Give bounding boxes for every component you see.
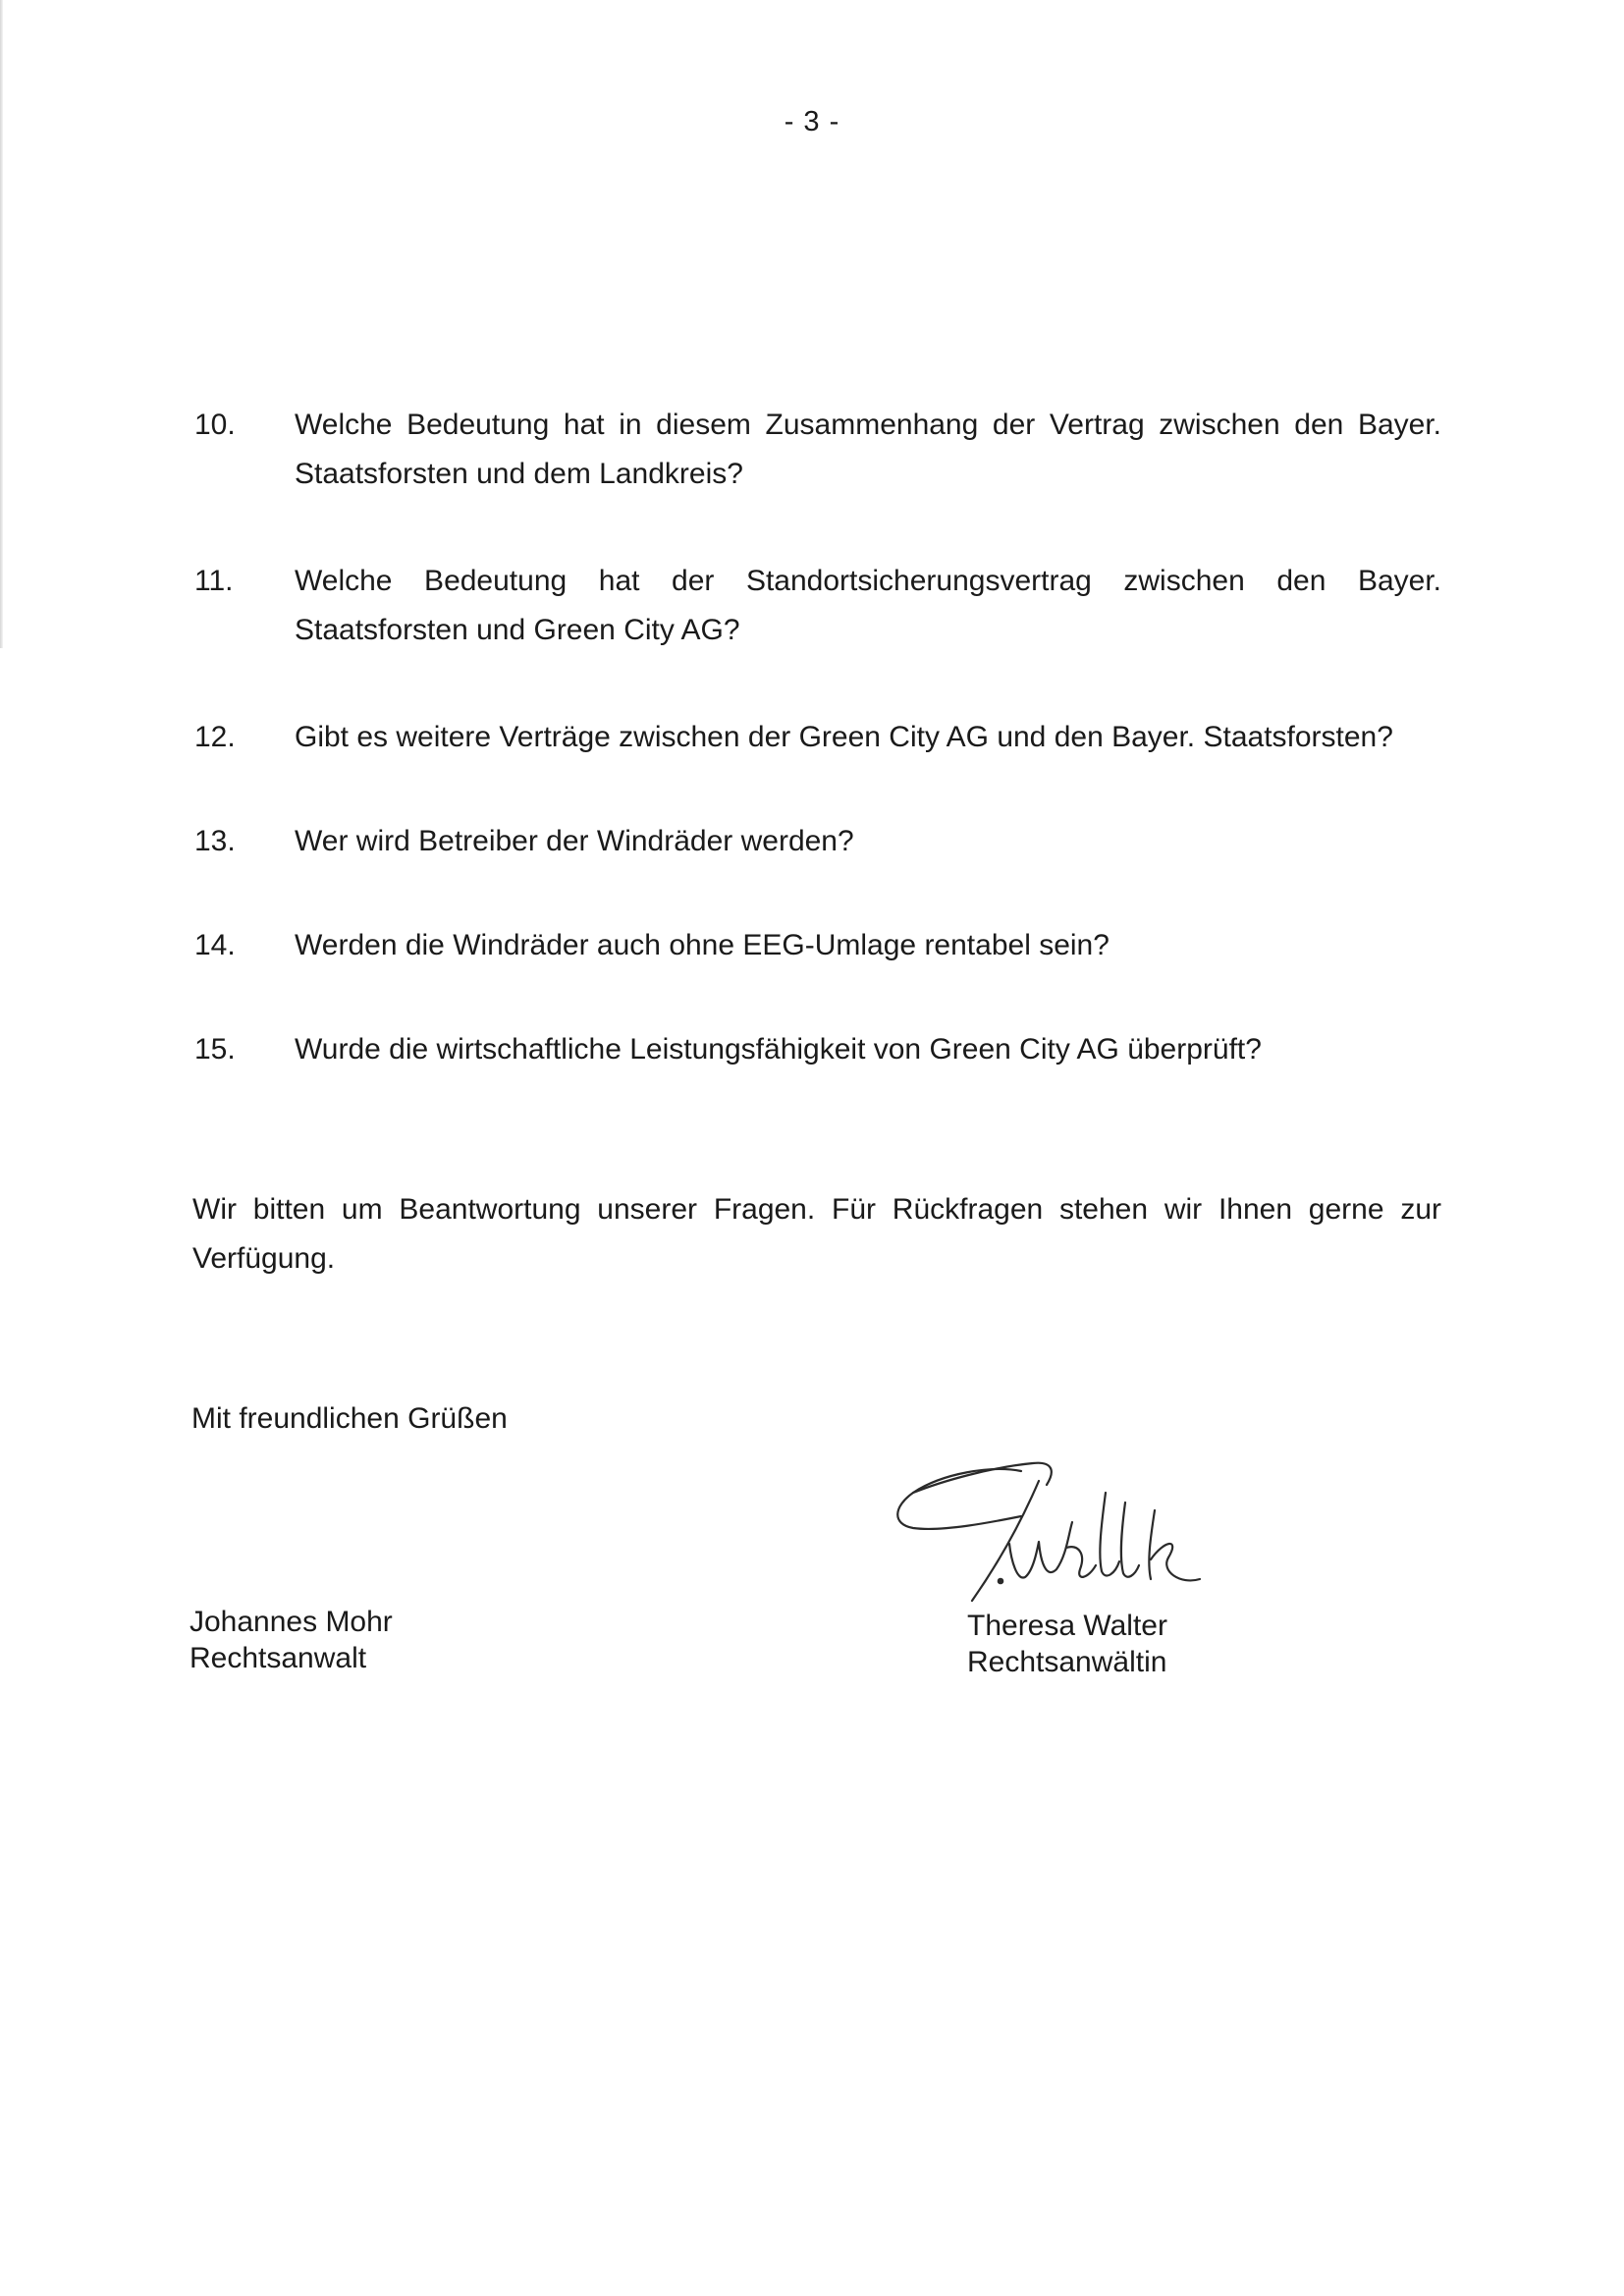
signatory-title: Rechtsanwältin <box>967 1646 1167 1678</box>
page-number: - 3 - <box>784 106 840 137</box>
signatory-right <box>967 1608 1167 1680</box>
question-number: 11. <box>194 565 234 597</box>
closing-paragraph: Wir bitten um Beantwortung unserer Fragen. Für Rückfragen stehen wir Ihnen gerne zur Verfügung. <box>192 1193 1441 1275</box>
question-number: 12. <box>194 721 236 753</box>
question-text: Welche Bedeutung hat in diesem Zusammenhang der Vertrag zwischen den Bayer. Staatsforsten und dem Landkreis? <box>295 409 1441 490</box>
question-text: Wer wird Betreiber der Windräder werden? <box>295 825 854 857</box>
question-number: 13. <box>194 825 236 857</box>
question-text: Gibt es weitere Verträge zwischen der Green City AG und den Bayer. Staatsforsten? <box>295 721 1393 753</box>
question-item <box>194 1025 1441 1074</box>
question-text: Werden die Windräder auch ohne EEG-Umlage rentabel sein? <box>295 929 1110 961</box>
scan-edge-shadow <box>0 0 3 648</box>
signatory-left <box>189 1604 393 1676</box>
question-text: Welche Bedeutung hat der Standortsicherungsvertrag zwischen den Bayer. Staatsforsten und Green City AG? <box>295 565 1441 646</box>
question-number: 14. <box>194 929 236 961</box>
question-list <box>194 401 1441 1074</box>
question-number: 15. <box>194 1033 236 1066</box>
question-item <box>194 557 1441 655</box>
signatory-name: Johannes Mohr <box>189 1606 393 1638</box>
question-item <box>194 817 1441 866</box>
question-text: Wurde die wirtschaftliche Leistungsfähigkeit von Green City AG überprüft? <box>295 1033 1262 1066</box>
question-item <box>194 401 1441 499</box>
handwritten-signature <box>874 1434 1227 1630</box>
greeting: Mit freundlichen Grüßen <box>191 1402 508 1435</box>
question-number: 10. <box>194 409 236 441</box>
signatory-title: Rechtsanwalt <box>189 1642 367 1674</box>
question-item <box>194 713 1441 762</box>
question-item <box>194 921 1441 970</box>
signatory-name: Theresa Walter <box>967 1610 1167 1642</box>
